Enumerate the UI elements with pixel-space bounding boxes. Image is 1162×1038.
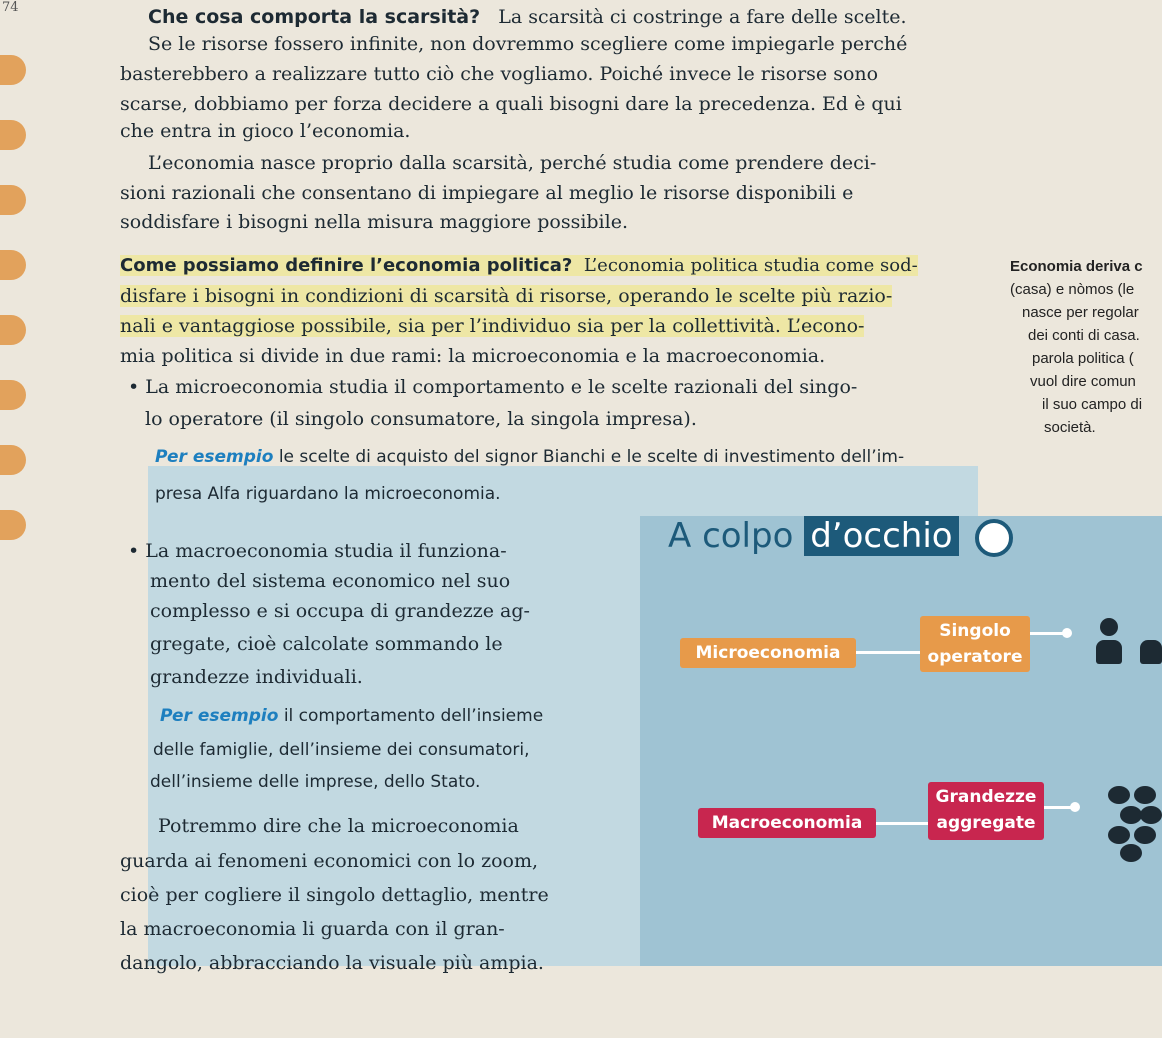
zoom-line: dangolo, abbracciando la visuale più ampia. <box>120 952 544 974</box>
crowd-icon <box>1108 786 1130 804</box>
singolo-line: Singolo <box>939 621 1011 641</box>
politica-line: mia politica si divide in due rami: la microeconomia e la macroeconomia. <box>120 345 826 367</box>
margin-line: dei conti di casa. <box>1028 327 1140 344</box>
example-label: Per esempio <box>155 447 274 467</box>
margin-line: Economia deriva c <box>1010 258 1143 275</box>
glance-title-1: A colpo <box>668 516 794 556</box>
magnifier-icon <box>975 519 1013 557</box>
crowd-icon <box>1120 844 1142 862</box>
side-tabs <box>0 0 40 1038</box>
macro-example <box>160 706 543 726</box>
politica-line: L’economia politica studia come sod- <box>583 255 918 276</box>
zoom-line: cioè per cogliere il singolo dettaglio, mentre <box>120 884 549 906</box>
micro-text: La microeconomia studia il comportamento e le scelte razionali del singo- <box>145 376 858 398</box>
politica-heading: Come possiamo definire l’economia politica? <box>120 255 573 276</box>
zoom-line: guarda ai fenomeni economici con lo zoom, <box>120 850 539 872</box>
side-tab <box>0 120 26 150</box>
body-line: che entra in gioco l’economia. <box>120 120 411 142</box>
macro-text: La macroeconomia studia il funziona- <box>145 540 507 562</box>
micro-example <box>155 447 904 467</box>
zoom-line: Potremmo dire che la microeconomia <box>158 815 519 837</box>
glance-title-2: d’occhio <box>804 516 958 556</box>
macro-line: • La macroeconomia studia il funziona- <box>128 540 507 562</box>
connector-dot <box>1070 802 1080 812</box>
politica-line: disfare i bisogni in condizioni di scarsità di risorse, operando le scelte più razio- <box>120 285 893 307</box>
side-tab <box>0 185 26 215</box>
macro-pill: Macroeconomia <box>698 808 876 838</box>
macro-line: complesso e si occupa di grandezze ag- <box>150 600 530 622</box>
side-tab <box>0 315 26 345</box>
side-tab <box>0 445 26 475</box>
grandezze-line: aggregate <box>936 813 1036 833</box>
margin-line: (casa) e nòmos (le <box>1010 281 1135 298</box>
connector <box>856 651 920 654</box>
singolo-line: operatore <box>927 647 1023 667</box>
macro-line: grandezze individuali. <box>150 666 363 688</box>
micro-line: lo operatore (il singolo consumatore, la singola impresa). <box>145 408 697 430</box>
margin-line: vuol dire comun <box>1030 373 1136 390</box>
crowd-icon <box>1134 786 1156 804</box>
body-line: soddisfare i bisogni nella misura maggiore possibile. <box>120 211 628 233</box>
micro-line: • La microeconomia studia il comportamento e le scelte razionali del singo- <box>128 376 858 398</box>
crowd-icon <box>1120 806 1142 824</box>
scarsita-heading-line <box>148 6 907 28</box>
side-tab <box>0 55 26 85</box>
example-label: Per esempio <box>160 706 279 726</box>
scarsita-intro: La scarsità ci costringe a fare delle scelte. <box>498 6 907 28</box>
crowd-icon <box>1134 826 1156 844</box>
scarsita-heading: Che cosa comporta la scarsità? <box>148 6 481 28</box>
glance-panel <box>640 516 1162 966</box>
macro-line: gregate, cioè calcolate sommando le <box>150 633 503 655</box>
person-icon <box>1096 640 1122 664</box>
side-tab <box>0 380 26 410</box>
body-line: L’economia nasce proprio dalla scarsità, perché studia come prendere deci- <box>148 152 877 174</box>
margin-line: parola politica ( <box>1032 350 1134 367</box>
margin-line: nasce per regolar <box>1022 304 1139 321</box>
margin-line: società. <box>1044 419 1096 436</box>
singolo-pill <box>920 616 1030 672</box>
connector-dot <box>1062 628 1072 638</box>
body-line: sioni razionali che consentano di impiegare al meglio le risorse disponibili e <box>120 182 854 204</box>
macro-line: mento del sistema economico nel suo <box>150 570 511 592</box>
margin-line: il suo campo di <box>1042 396 1143 413</box>
crowd-icon <box>1140 806 1162 824</box>
politica-heading-line <box>120 255 918 276</box>
example-text: le scelte di acquisto del signor Bianchi e le scelte di investimento dell’im- <box>278 447 905 467</box>
example-text: delle famiglie, dell’insieme dei consumatori, <box>153 740 530 760</box>
body-line: basterebbero a realizzare tutto ciò che vogliamo. Poiché invece le risorse sono <box>120 63 879 85</box>
person-icon <box>1100 618 1118 636</box>
margin-note <box>1010 255 1162 439</box>
body-line: scarse, dobbiamo per forza decidere a quali bisogni dare la precedenza. Ed è qui <box>120 93 902 115</box>
connector <box>876 822 928 825</box>
side-tab <box>0 250 26 280</box>
person-icon <box>1140 640 1162 664</box>
example-text: dell’insieme delle imprese, dello Stato. <box>150 772 481 792</box>
page-number: 74 <box>2 0 19 15</box>
side-tab <box>0 510 26 540</box>
body-line: Se le risorse fossero infinite, non dovremmo scegliere come impiegarle perché <box>148 33 908 55</box>
example-text: presa Alfa riguardano la microeconomia. <box>155 484 501 504</box>
crowd-icon <box>1108 826 1130 844</box>
micro-pill: Microeconomia <box>680 638 856 668</box>
grandezze-line: Grandezze <box>935 787 1037 807</box>
zoom-line: la macroeconomia li guarda con il gran- <box>120 918 505 940</box>
grandezze-pill <box>928 782 1044 840</box>
glance-title <box>668 516 1013 557</box>
example-text: il comportamento dell’insieme <box>283 706 544 726</box>
connector <box>1030 632 1066 635</box>
politica-line: nali e vantaggiose possibile, sia per l’individuo sia per la collettività. L’econo- <box>120 315 865 337</box>
